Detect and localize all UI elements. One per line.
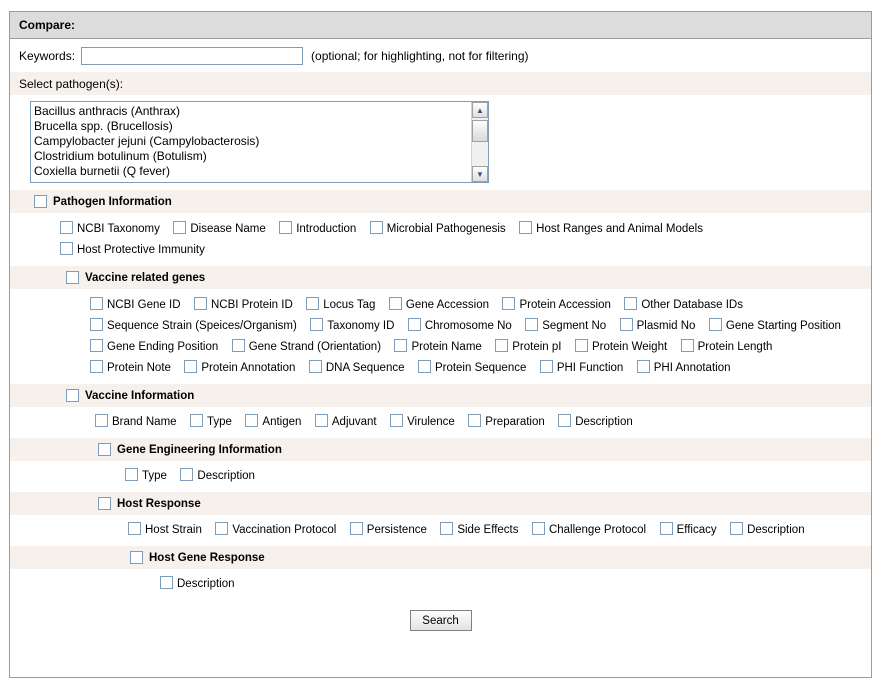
option-label: Efficacy [676, 524, 717, 536]
option-disease-name[interactable] [173, 220, 265, 239]
list-item[interactable]: Bacillus anthracis (Anthrax) [34, 104, 181, 118]
option-label: Gene Starting Position [725, 320, 841, 332]
option-ge-description[interactable] [180, 467, 255, 486]
checkbox-challenge-protocol[interactable] [532, 522, 545, 535]
checkbox-ncbi-gene-id[interactable] [90, 297, 103, 310]
compare-panel [9, 11, 872, 678]
option-host-strain[interactable] [128, 521, 202, 540]
checkbox-antigen[interactable] [245, 414, 258, 427]
option-host-protective-immunity[interactable] [60, 241, 205, 260]
scrollbar-thumb[interactable] [472, 120, 488, 142]
option-brand-name[interactable] [95, 413, 177, 432]
option-side-effects[interactable] [440, 521, 518, 540]
section-header-gene-engineering-information [10, 438, 871, 461]
checkbox-ncbi-protein-id[interactable] [194, 297, 207, 310]
checkbox-adjuvant[interactable] [315, 414, 328, 427]
checkbox-ge-description[interactable] [180, 468, 193, 481]
checkbox-protein-sequence[interactable] [418, 360, 431, 373]
option-label: Other Database IDs [641, 299, 743, 311]
checkbox-microbial-pathogenesis[interactable] [370, 221, 383, 234]
option-protein-length[interactable] [681, 338, 773, 357]
checkbox-protein-accession[interactable] [502, 297, 515, 310]
option-protein-sequence[interactable] [418, 359, 526, 378]
option-label: Persistence [366, 524, 427, 536]
option-type[interactable] [190, 413, 232, 432]
checkbox-preparation[interactable] [468, 414, 481, 427]
option-label: Introduction [296, 223, 357, 235]
option-label: Vaccination Protocol [232, 524, 337, 536]
checkbox-dna-sequence[interactable] [309, 360, 322, 373]
option-other-database-ids[interactable] [624, 296, 743, 315]
option-protein-accession[interactable] [502, 296, 610, 315]
option-vaccination-protocol[interactable] [215, 521, 336, 540]
triangle-down-icon[interactable]: ▼ [472, 166, 488, 182]
checkbox-host-ranges-and-animal-models[interactable] [519, 221, 532, 234]
option-label: Adjuvant [331, 416, 377, 428]
checkbox-protein-length[interactable] [681, 339, 694, 352]
option-protein-pi[interactable] [495, 338, 561, 357]
list-item[interactable]: Brucella spp. (Brucellosis) [34, 119, 173, 133]
keywords-hint: (optional; for highlighting, not for filtering) [311, 48, 529, 63]
option-challenge-protocol[interactable] [532, 521, 646, 540]
checkbox-segment-no[interactable] [525, 318, 538, 331]
option-label: Description [197, 470, 255, 482]
option-label: Segment No [542, 320, 607, 332]
checkbox-brand-name[interactable] [95, 414, 108, 427]
option-label: PHI Annotation [653, 362, 731, 374]
option-label: Chromosome No [424, 320, 512, 332]
option-hgr-description[interactable] [160, 575, 235, 594]
options-vaccine-information [10, 407, 871, 438]
option-label: Protein pI [512, 341, 562, 353]
option-segment-no[interactable] [525, 317, 606, 336]
checkbox-protein-weight[interactable] [575, 339, 588, 352]
option-label: Protein Name [411, 341, 482, 353]
option-label: Host Strain [145, 524, 202, 536]
list-item[interactable]: Clostridium botulinum (Botulism) [34, 149, 207, 163]
option-label: Gene Strand (Orientation) [248, 341, 382, 353]
checkbox-ge-type[interactable] [125, 468, 138, 481]
checkbox-phi-function[interactable] [540, 360, 553, 373]
option-label: Protein Length [697, 341, 773, 353]
options-host-response [10, 515, 871, 546]
checkbox-vaccine-related-genes[interactable] [66, 271, 79, 284]
checkbox-introduction[interactable] [279, 221, 292, 234]
pathogen-listbox-wrap [10, 95, 871, 190]
option-label: DNA Sequence [325, 362, 405, 374]
option-label: Microbial Pathogenesis [386, 223, 506, 235]
list-item[interactable]: Coxiella burnetii (Q fever) [34, 164, 171, 178]
checkbox-efficacy[interactable] [660, 522, 673, 535]
section-header-host-gene-response [10, 546, 871, 569]
checkbox-pathogen-information[interactable] [34, 195, 47, 208]
select-pathogen-label: Select pathogen(s): [19, 76, 124, 91]
select-pathogen-bar [10, 72, 871, 95]
checkbox-other-database-ids[interactable] [624, 297, 637, 310]
checkbox-host-protective-immunity[interactable] [60, 242, 73, 255]
option-label: NCBI Taxonomy [77, 223, 160, 235]
option-virulence[interactable] [390, 413, 455, 432]
section-title: Vaccine related genes [85, 271, 206, 284]
checkbox-protein-note[interactable] [90, 360, 103, 373]
option-label: Description [177, 578, 235, 590]
option-protein-weight[interactable] [575, 338, 667, 357]
option-host-ranges-and-animal-models[interactable] [519, 220, 703, 239]
option-microbial-pathogenesis[interactable] [370, 220, 506, 239]
options-gene-engineering-information [10, 461, 871, 492]
section-header-vaccine-information [10, 384, 871, 407]
checkbox-side-effects[interactable] [440, 522, 453, 535]
checkbox-vaccine-information[interactable] [66, 389, 79, 402]
option-label: Protein Annotation [201, 362, 296, 374]
option-label: Type [207, 416, 232, 428]
checkbox-description[interactable] [558, 414, 571, 427]
section-header-host-response [10, 492, 871, 515]
option-protein-note[interactable] [90, 359, 171, 378]
section-title: Pathogen Information [53, 195, 172, 208]
checkbox-persistence[interactable] [350, 522, 363, 535]
option-label: Taxonomy ID [327, 320, 395, 332]
option-label: Gene Accession [405, 299, 489, 311]
checkbox-disease-name[interactable] [173, 221, 186, 234]
option-label: NCBI Protein ID [210, 299, 293, 311]
option-preparation[interactable] [468, 413, 544, 432]
checkbox-locus-tag[interactable] [306, 297, 319, 310]
keywords-input[interactable] [81, 47, 303, 65]
option-label: Plasmid No [636, 320, 696, 332]
checkbox-gene-accession[interactable] [389, 297, 402, 310]
panel-header [10, 12, 871, 39]
option-gene-accession[interactable] [389, 296, 489, 315]
footer [10, 600, 871, 643]
checkbox-gene-starting-position[interactable] [709, 318, 722, 331]
option-label: Type [142, 470, 167, 482]
option-label: Preparation [485, 416, 545, 428]
option-label: Protein Sequence [434, 362, 527, 374]
option-antigen[interactable] [245, 413, 301, 432]
option-ncbi-protein-id[interactable] [194, 296, 293, 315]
section-title: Host Response [117, 497, 201, 510]
options-host-gene-response [10, 569, 871, 600]
checkbox-hr-description[interactable] [730, 522, 743, 535]
option-protein-name[interactable] [394, 338, 481, 357]
checkbox-gene-ending-position[interactable] [90, 339, 103, 352]
option-label: Host Protective Immunity [77, 244, 205, 256]
checkbox-phi-annotation[interactable] [637, 360, 650, 373]
page-title: Compare: [19, 18, 76, 32]
option-label: Challenge Protocol [548, 524, 647, 536]
option-dna-sequence[interactable] [309, 359, 405, 378]
option-label: Antigen [262, 416, 302, 428]
checkbox-virulence[interactable] [390, 414, 403, 427]
section-header-vaccine-related-genes [10, 266, 871, 289]
option-gene-strand[interactable] [232, 338, 381, 357]
checkbox-vaccination-protocol[interactable] [215, 522, 228, 535]
section-title: Vaccine Information [85, 389, 195, 402]
option-label: Locus Tag [323, 299, 376, 311]
listbox-scrollbar[interactable] [471, 102, 488, 182]
checkbox-hgr-description[interactable] [160, 576, 173, 589]
checkbox-gene-strand[interactable] [232, 339, 245, 352]
checkbox-protein-pi[interactable] [495, 339, 508, 352]
option-label: Disease Name [190, 223, 266, 235]
section-title: Host Gene Response [149, 551, 265, 564]
checkbox-gene-engineering-information[interactable] [98, 443, 111, 456]
checkbox-taxonomy-id[interactable] [310, 318, 323, 331]
option-label: Description [747, 524, 805, 536]
option-label: Gene Ending Position [107, 341, 219, 353]
section-header-pathogen-information [10, 190, 871, 213]
panel-body [10, 39, 871, 643]
pathogen-listbox[interactable] [30, 101, 489, 183]
option-locus-tag[interactable] [306, 296, 375, 315]
option-label: Description [575, 416, 633, 428]
keywords-row [10, 39, 871, 72]
option-label: Virulence [407, 416, 455, 428]
section-title: Gene Engineering Information [117, 443, 282, 456]
option-gene-ending-position[interactable] [90, 338, 218, 357]
option-taxonomy-id[interactable] [310, 317, 394, 336]
checkbox-host-strain[interactable] [128, 522, 141, 535]
checkbox-chromosome-no[interactable] [408, 318, 421, 331]
option-label: Protein Accession [519, 299, 611, 311]
option-label: Side Effects [457, 524, 519, 536]
option-label: Host Ranges and Animal Models [536, 223, 703, 235]
option-introduction[interactable] [279, 220, 356, 239]
option-label: Protein Note [107, 362, 171, 374]
option-efficacy[interactable] [660, 521, 717, 540]
checkbox-plasmid-no[interactable] [620, 318, 633, 331]
checkbox-sequence-strain[interactable] [90, 318, 103, 331]
option-gene-starting-position[interactable] [709, 317, 841, 336]
option-hr-description[interactable] [730, 521, 805, 540]
option-protein-annotation[interactable] [184, 359, 295, 378]
option-ncbi-taxonomy[interactable] [60, 220, 160, 239]
option-label: Protein Weight [591, 341, 668, 353]
option-ge-type[interactable] [125, 467, 167, 486]
option-label: Brand Name [112, 416, 177, 428]
checkbox-ncbi-taxonomy[interactable] [60, 221, 73, 234]
checkbox-protein-name[interactable] [394, 339, 407, 352]
option-persistence[interactable] [350, 521, 427, 540]
option-label: Sequence Strain (Speices/Organism) [107, 320, 297, 332]
list-item[interactable]: Campylobacter jejuni (Campylobacterosis) [34, 134, 260, 148]
option-plasmid-no[interactable] [620, 317, 696, 336]
option-description[interactable] [558, 413, 633, 432]
option-adjuvant[interactable] [315, 413, 377, 432]
option-phi-function[interactable] [540, 359, 623, 378]
option-chromosome-no[interactable] [408, 317, 512, 336]
checkbox-type[interactable] [190, 414, 203, 427]
option-phi-annotation[interactable] [637, 359, 731, 378]
options-vaccine-related-genes [10, 289, 871, 384]
keywords-label: Keywords: [19, 48, 76, 63]
option-ncbi-gene-id[interactable] [90, 296, 181, 315]
option-sequence-strain[interactable] [90, 317, 297, 336]
option-label: NCBI Gene ID [107, 299, 181, 311]
checkbox-host-gene-response[interactable] [130, 551, 143, 564]
option-label: PHI Function [556, 362, 624, 374]
search-button[interactable]: Search [410, 610, 472, 631]
checkbox-protein-annotation[interactable] [184, 360, 197, 373]
options-pathogen-information [10, 213, 871, 266]
checkbox-host-response[interactable] [98, 497, 111, 510]
triangle-up-icon[interactable]: ▲ [472, 102, 488, 118]
